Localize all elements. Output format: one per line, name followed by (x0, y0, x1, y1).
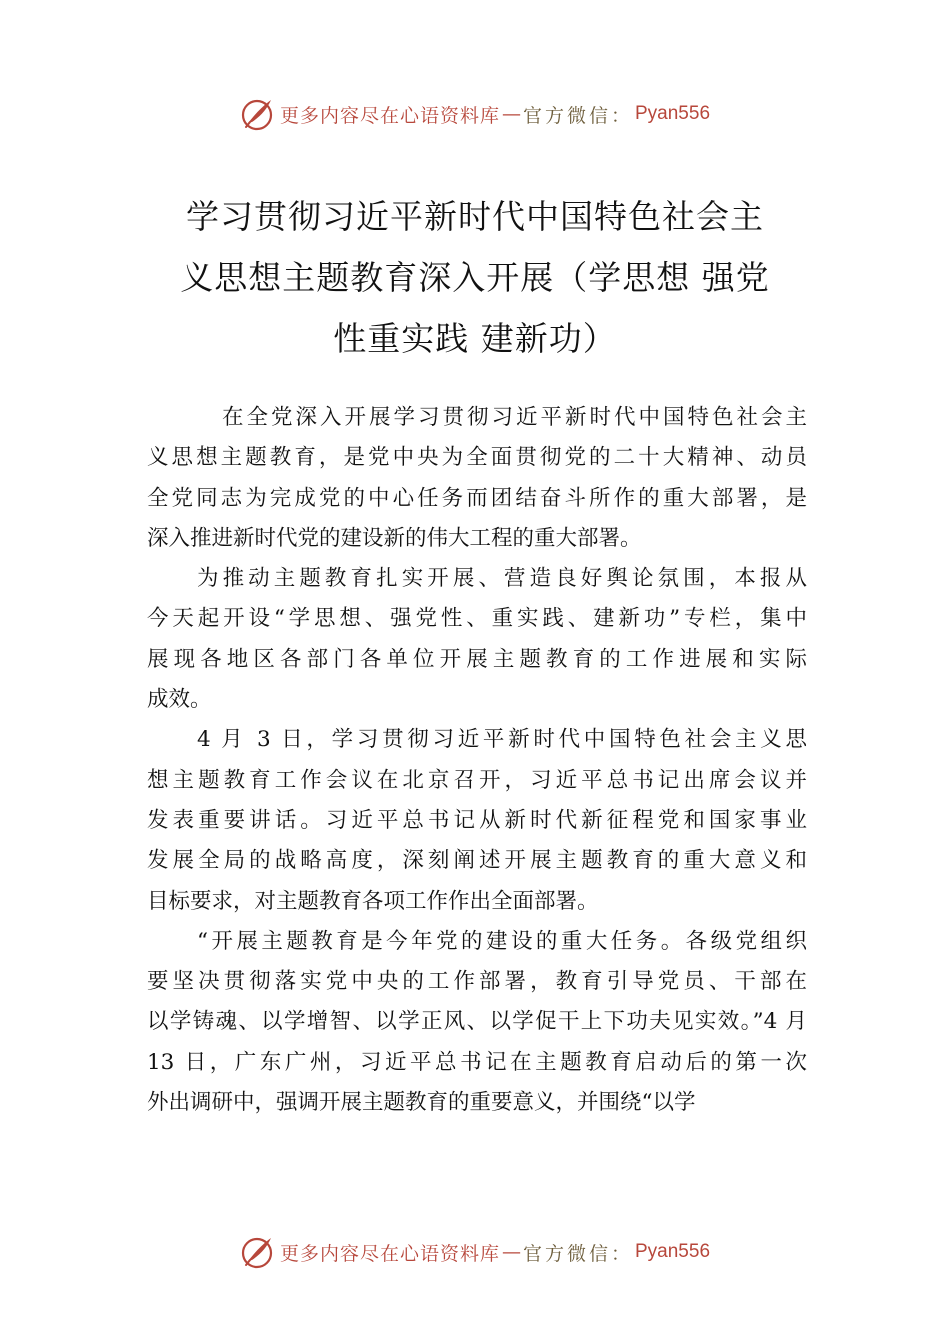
watermark-banner-top (0, 94, 950, 134)
paragraph-4 (147, 922, 807, 1123)
paragraph-2 (147, 559, 807, 720)
text-line: 要坚决贯彻落实党中央的工作部署，教育引导党员、干部在 (147, 969, 807, 995)
paragraph-1 (147, 398, 807, 559)
watermark-banner-bottom (0, 1232, 950, 1272)
text-line: 为推动主题教育扎实开展、营造良好舆论氛围，本报从 (197, 566, 807, 592)
watermark-separator: — (501, 103, 521, 125)
title-line: 学习贯彻习近平新时代中国特色社会主 (186, 197, 764, 236)
text-line: 以学铸魂、以学增智、以学正风、以学促干上下功夫见实效。”4 月 (147, 1009, 807, 1035)
text-line: 全党同志为完成党的中心任务而团结奋斗所作的重大部署，是 (147, 485, 807, 511)
watermark-wechat-label: 官方微信： (522, 104, 633, 127)
text-line: 在全党深入开展学习贯彻习近平新时代中国特色社会主 (222, 405, 807, 430)
watermark-wechat-id: Pyan556 (635, 1241, 711, 1262)
text-line: 成效。 (147, 687, 212, 713)
text-line: 目标要求，对主题教育各项工作作出全面部署。 (147, 888, 599, 914)
document-body (147, 398, 807, 1123)
text-line: 发展全局的战略高度，深刻阐述开展主题教育的重大意义和 (147, 848, 807, 874)
title-line: 义思想主题教育深入开展（学思想 强党 (180, 258, 770, 297)
watermark-wechat-id: Pyan556 (635, 103, 711, 124)
document-title (150, 186, 800, 369)
text-line: 今天起开设“学思想、强党性、重实践、建新功”专栏，集中 (147, 606, 807, 632)
watermark-site-text: 更多内容尽在心语资料库 (279, 104, 500, 127)
text-line: 展现各地区各部门各单位开展主题教育的工作进展和实际 (147, 646, 807, 672)
paragraph-3 (147, 720, 807, 921)
title-line: 性重实践 建新功） (333, 319, 617, 358)
text-line: “开展主题教育是今年党的建设的重大任务。各级党组织 (197, 928, 807, 954)
text-line: 4 月 3 日，学习贯彻习近平新时代中国特色社会主义思 (197, 727, 807, 753)
watermark-site-text: 更多内容尽在心语资料库 (279, 1242, 500, 1265)
text-line: 发表重要讲话。习近平总书记从新时代新征程党和国家事业 (147, 807, 807, 833)
watermark-wechat-label: 官方微信： (522, 1242, 633, 1265)
text-line: 深入推进新时代党的建设新的伟大工程的重大部署。 (147, 525, 642, 551)
quill-pen-icon (240, 96, 276, 132)
text-line: 13 日，广东广州，习近平总书记在主题教育启动后的第一次 (147, 1049, 807, 1075)
text-line: 外出调研中，强调开展主题教育的重要意义，并围绕“以学 (147, 1090, 696, 1116)
text-line: 义思想主题教育，是党中央为全面贯彻党的二十大精神、动员 (147, 445, 807, 471)
quill-pen-icon (240, 1234, 276, 1270)
text-line: 想主题教育工作会议在北京召开，习近平总书记出席会议并 (147, 767, 807, 793)
watermark-separator: — (501, 1241, 521, 1263)
